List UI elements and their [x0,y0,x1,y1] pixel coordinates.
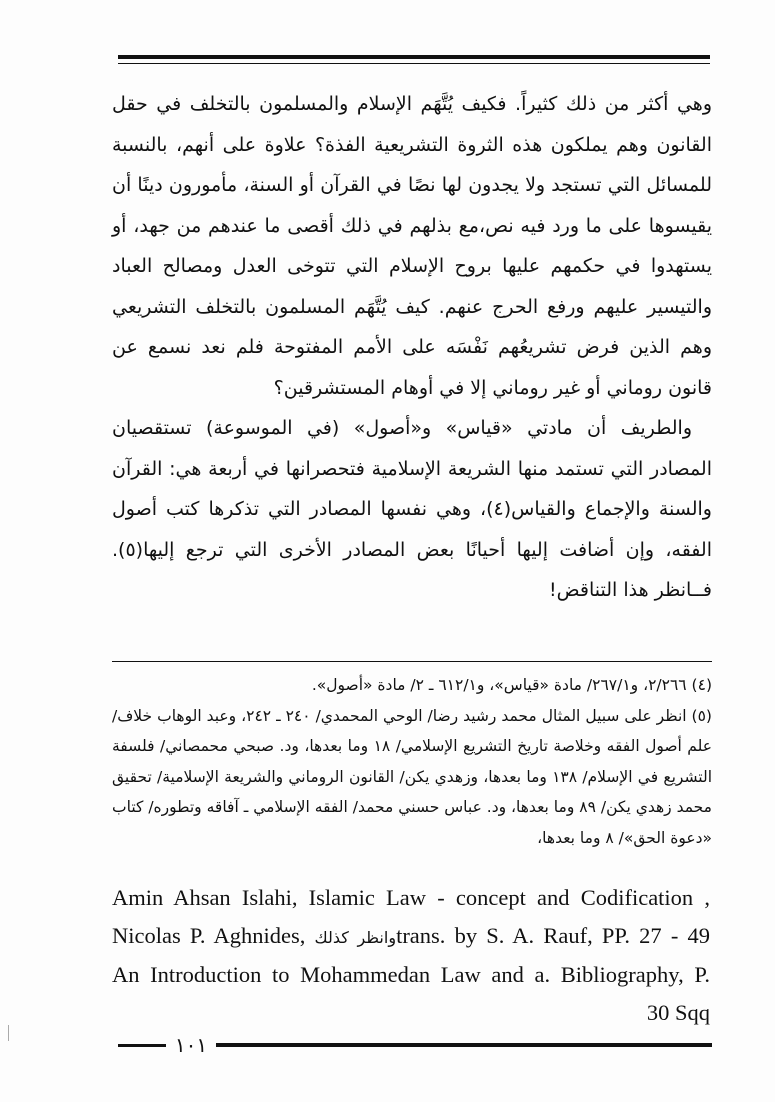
footnote-4: (٤) ٢/٢٦٦، و٢٦٧/١/ مادة «قياس»، و٦١٢/١ ـ ٢/ مادة «أصول». [311,676,712,694]
footnote-english-references [112,879,710,1031]
english-ref-translator: trans. by S. A. Rauf, PP. 27 - 49 [396,922,710,948]
scan-margin-mark [8,1025,9,1041]
english-ref-line-2 [112,917,710,957]
page-number: ١٠١ [174,1033,208,1057]
header-rule-thick [118,55,710,59]
footer-rule-left [118,1044,166,1047]
english-ref-line-1: Amin Ahsan Islahi, Islamic Law - concept and Codification , [112,885,710,910]
main-text [112,84,712,611]
arabic-see-also: وانظر كذلك [314,927,397,947]
english-ref-line-3: An Introduction to Mohammedan Law and a. Bibliography, P. [112,962,710,987]
paragraph-2: والطريف أن مادتي «قياس» و«أصول» (في الموسوعة) تستقصيان المصادر التي تستمد منها الشريعة الإسلامية فتحصرانها في أربعة هي: القرآن والسنة والإجماع والقياس(٤)، وهي نفسها المصادر التي تذكرها كتب أصول الفقه، وإن أضافت إليها أحيانًا بعض المصادر الأخرى التي ترجع إليها(٥). فــانظر هذا التناقض! [112,417,712,601]
english-ref-author: Nicolas P. Aghnides, [112,922,315,948]
footer-rule-right [216,1043,712,1047]
footnote-5: (٥) انظر على سبيل المثال محمد رشيد رضا/ الوحي المحمدي/ ٢٤٠ ـ ٢٤٢، وعبد الوهاب خلاف/ علم أصول الفقه وخلاصة تاريخ التشريع الإسلامي/ ١٨ وما بعدها، ود. صبحي محمصاني/ فلسفة التشريع في الإسلام/ ١٣٨ وما بعدها، وزهدي يكن/ القانون الروماني والشريعة الإسلامية/ تحقيق محمد زهدي يكن/ ٨٩ وما بعدها، ود. عباس حسني محمد/ الفقه الإسلامي ـ آفاقه وتطوره/ كتاب «دعوة الحق»/ ٨ وما بعدها، [112,706,712,847]
header-rule-thin [118,63,710,64]
footnotes [112,670,712,853]
footnote-separator [112,661,712,662]
paragraph-1: وهي أكثر من ذلك كثيراً. فكيف يُتَّهَم الإسلام والمسلمون بالتخلف في حقل القانون وهم يملكون هذه الثروة التشريعية الفذة؟ علاوة على أنهم، بالنسبة للمسائل التي تستجد ولا يجدون لها نصًا في القرآن أو السنة، مأمورون دينًا أن يقيسوها على ما ورد فيه نص،مع بذلهم في ذلك أقصى ما عندهم من جهد، أو يستهدوا في حكمهم عليها بروح الإسلام التي تتوخى العدل ومصالح العباد والتيسير عليهم ورفع الحرج عنهم. كيف يُتَّهَم المسلمون بالتخلف التشريعي وهم الذين فرض تشريعُهم نَفْسَه على الأمم المفتوحة فلم نعد نسمع عن قانون روماني أو غير روماني إلا في أوهام المستشرقين؟ [112,93,712,399]
english-ref-line-4: 30 Sqq [646,999,710,1025]
